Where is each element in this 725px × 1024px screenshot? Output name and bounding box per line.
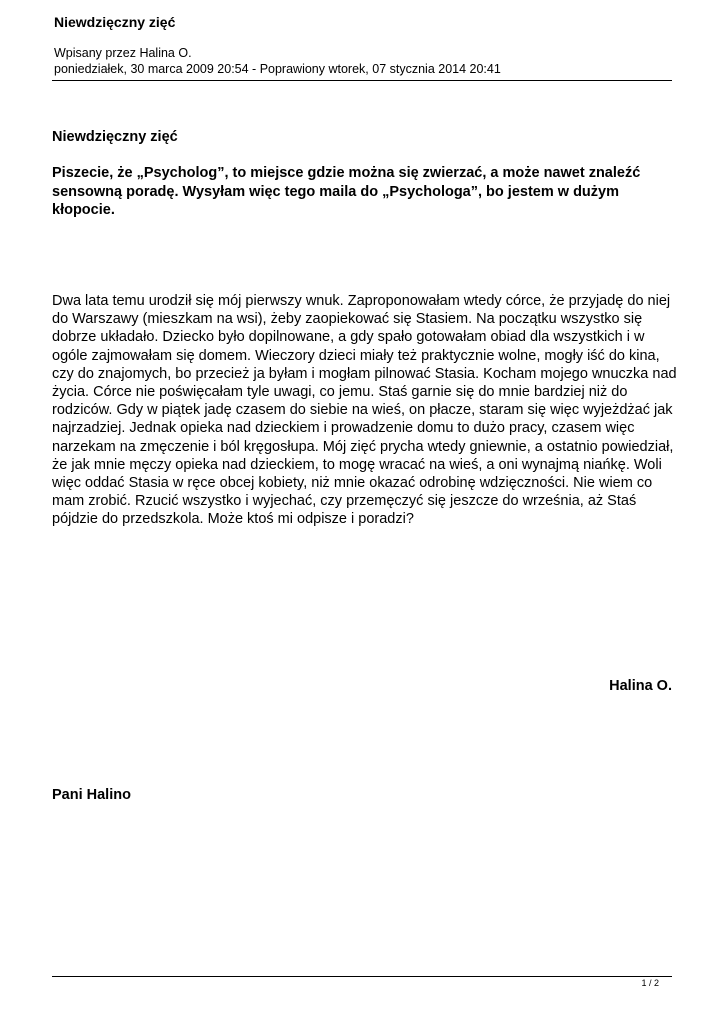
author-signature: Halina O. [609, 678, 672, 694]
reply-salutation: Pani Halino [52, 787, 131, 803]
article-title: Niewdzięczny zięć [52, 129, 178, 145]
document-header-title: Niewdzięczny zięć [54, 14, 176, 30]
article-lead: Piszecie, że „Psycholog”, to miejsce gdzie można się zwierzać, a może nawet znaleźć sensowną poradę. Wysyłam więc tego maila do „Psychologa”, bo jestem w dużym kłopocie. [52, 165, 641, 218]
footer-divider [52, 976, 672, 977]
date-line: poniedziałek, 30 marca 2009 20:54 - Poprawiony wtorek, 07 stycznia 2014 20:41 [54, 61, 501, 76]
document-meta [54, 46, 501, 77]
article-body: Dwa lata temu urodził się mój pierwszy wnuk. Zaproponowałam wtedy córce, że przyjadę do niej do Warszawy (mieszkam na wsi), żeby zaopiekować się Stasiem. Na początku wszystko się dobrze układało. Dziecko było dopilnowane, a gdy spało gotowałam obiad dla wszystkich i w ogóle zajmowałam się domem. Wieczory dzieci miały też praktycznie wolne, mogły iść do kina, czy do znajomych, bo przecież ja byłam i mogłam pilnować Stasia. Kocham mojego wnuczka nad życia. Córce nie poświęcałam tyle uwagi, co jemu. Staś garnie się do mnie bardziej niż do rodziców. Gdy w piątek jadę czasem do siebie na wieś, on płacze, staram się więc wyjeżdżać jak najrzadziej. Jednak opieka nad dzieckiem i prowadzenie domu to dużo pracy, czasem więc narzekam na zmęczenie i ból kręgosłupa. Mój zięć prycha wtedy gniewnie, a ostatnio powiedział, że jak mnie męczy opieka nad dzieckiem, to mogę wracać na wieś, a oni wynajmą niańkę. Woli więc oddać Stasia w ręce obcej kobiety, niż mnie okazać odrobinę wdzięczności. Nie wiem co mam zrobić. Rzucić wszystko i wyjechać, czy przemęczyć się jeszcze do września, aż Staś pójdzie do przedszkola. Może ktoś mi odpisze i poradzi? [52, 293, 677, 528]
page-number: 1 / 2 [641, 978, 659, 988]
author-line: Wpisany przez Halina O. [54, 46, 192, 60]
header-divider [52, 80, 672, 81]
